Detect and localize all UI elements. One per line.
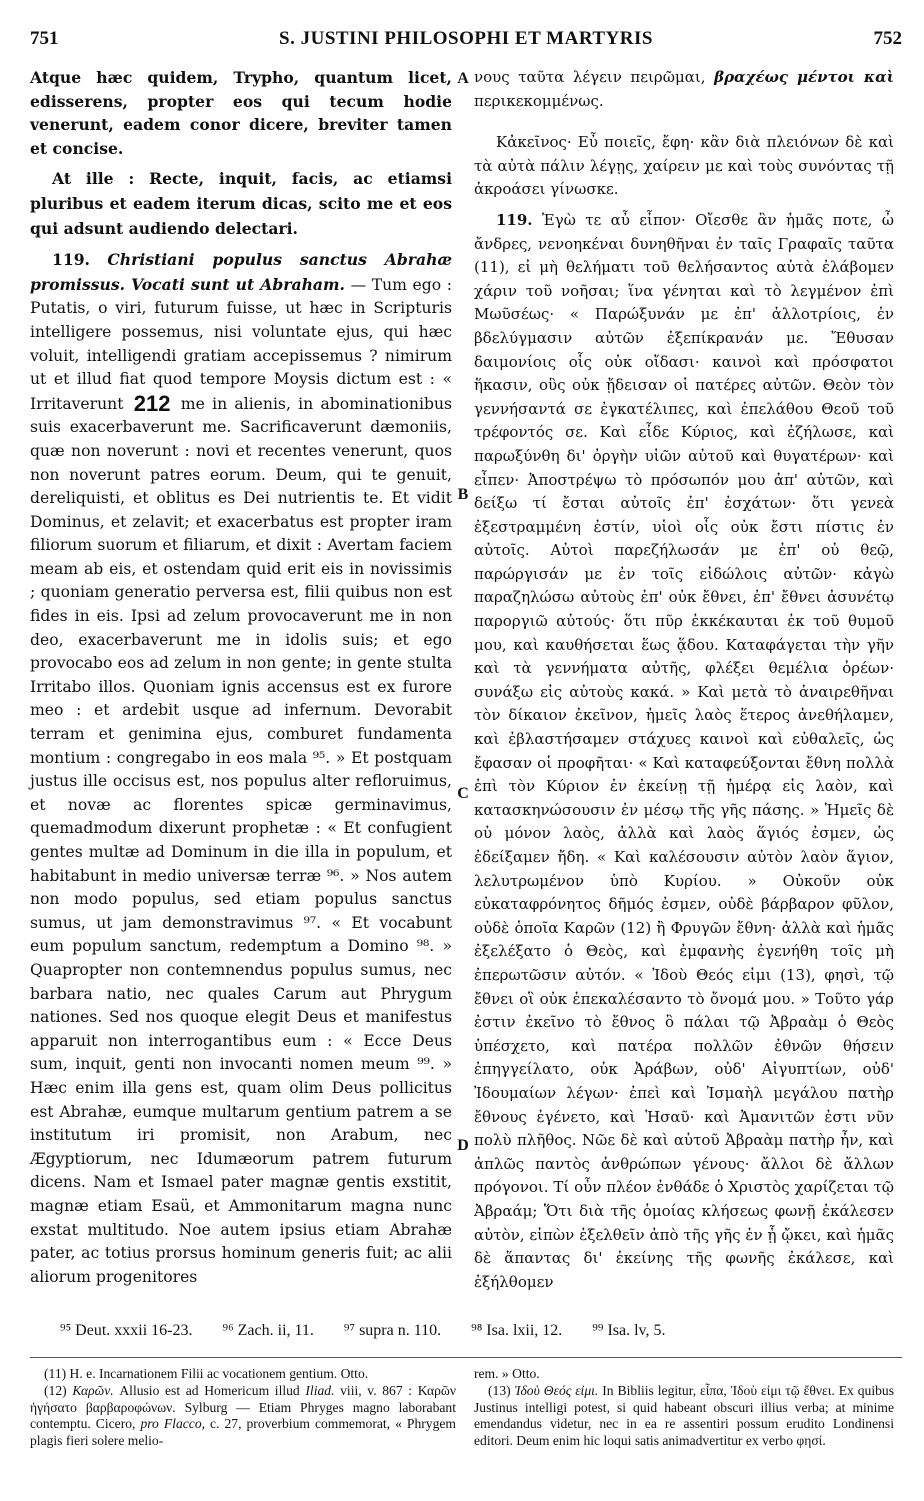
scripture-references [60, 1322, 864, 1340]
footnote-divider [30, 1357, 902, 1358]
latin-column [30, 66, 452, 1289]
margin-letter-c: C [457, 785, 469, 802]
footnotes-left-column [30, 1366, 456, 1450]
page-header [30, 28, 902, 62]
greek-paragraph-2: Κἀκεῖνος· Εὖ ποιεῖς, ἔφη· κἂν διὰ πλειόνων δὲ καὶ τὰ αὐτὰ πάλιν λέγῃς, χαίρειν με καὶ τοὺς συνόντας τῇ ἀκροάσει γίνωσκε. [474, 133, 894, 199]
footnote-12-text-b: viii, v. 867 : Καρῶν ἡγήσατο βαρβαροφώνων. Sylburg — Etiam Phryges magno laborabant contemptu. Cicero, [30, 1382, 457, 1432]
footnote-11: (11) H. e. Incarnationem Filii ac vocationem gentium. Otto. [44, 1366, 369, 1381]
margin-letter-b: B [457, 486, 469, 503]
footnote-12-continuation: rem. » Otto. [474, 1366, 540, 1381]
footnote-12-text-c: c. 27, proverbium commemorat, « Phrygem plagis fieri solere melio- [30, 1416, 457, 1449]
footnote-12-text-a: Allusio est ad Homericum illud [119, 1382, 300, 1398]
scripture-note-96: ⁹⁶ Zach. ii, 11. [222, 1322, 314, 1339]
latin-paragraph-1: Atque hæc quidem, Trypho, quantum licet, edisserens, propter eos qui tecum hodie venerunt, eadem conor dicere, breviter tamen et concise. [30, 68, 452, 158]
margin-letter-d: D [457, 1137, 469, 1154]
footnotes-right-column [474, 1366, 894, 1450]
footnote-13-text: In Bibliis legitur, εἶπα, Ἰδοὺ εἰμι τῷ ἔθνει. Ex quibus Justinus intelligi potest, si quid habeant obscuri illius verba; at minime emendandus videtur, nec in ea re assentiri possum erudito Londinensi editori. Deum enim hic loqui satis animadvertitur ex verbo φησί. [474, 1382, 894, 1449]
footnote-13 [474, 1383, 894, 1450]
scripture-note-99: ⁹⁹ Isa. lv, 5. [592, 1322, 666, 1339]
latin-text-after-column-number: me in alienis, in abominationibus suis exacerbaverunt me. Sacrificaverunt dæmoniis, quæ non noverunt : novi et recentes venerunt, quos non noverunt patres eorum. Deum, qui te genuit, dereliquisti, et oblitus es Dei nutrientis te. Et vidit Dominus, et zelavit; et exacerbatus est propter iram filiorum suorum et filiarum, et dixit : Avertam faciem meam ab eis, et ostendam quid erit eis in novissimis ; quoniam generatio perversa est, filii quibus non est fides in eis. Ipsi ad zelum provocaverunt me in non deo, exacerbaverunt me in idolis suis; et ego provocabo eos ad zelum in non gente; in gente stulta Irritabo illos. Quoniam ignis accensus est ex furore meo : et ardebit usque ad infernum. Devorabit terram et genimina ejus, comburet fundamenta montium : congregabo in eos mala ⁹⁵. » Et postquam justus ille occisus est, nos populus alter refloruimus, et novæ ac florentes spicæ germinavimus, quemadmodum dixerunt prophetæ : « Et confugient gentes multæ ad Dominum in die illa in populum, et habitabunt in medio universæ terræ ⁹⁶. » Nos autem non modo populus, sed etiam populus sanctus sumus, ut jam demonstravimus ⁹⁷. « Et vocabunt eum populum sanctum, redemptum a Domino ⁹⁸. » Quapropter non contemnendus populus sumus, nec barbara natio, nec quales Carum aut Phrygum nationes. Sed nos quoque elegit Deus et manifestus apparuit non interrogantibus eum : « Ecce Deus sum, inquit, genti non invocanti nomen meum ⁹⁹. » Hæc enim illa gens est, quam olim Deus pollicitus est Abrahæ, eumque multarum gentium patrem a se institutum iri promisit, non Arabum, nec Ægyptiorum, nec Idumæorum patrem futurum dicens. Nam et Ismael pater magnæ gentis exstitit, magnæ etiam Esaü, et Ammonitarum magna nunc exstat multitudo. Noe autem ipsius etiam Abrahæ pater, ac totius prorsus hominum generis fuit; ac alii aliorum progenitores [30, 394, 452, 1286]
latin-section-number: 119. [52, 250, 90, 270]
footnote-13-marker: (13) [488, 1382, 511, 1398]
margin-letter-a: A [457, 70, 469, 87]
latin-paragraph-2 [30, 167, 452, 241]
footnote-12-pro-flacco: pro Flacco, [140, 1416, 206, 1432]
greek-paragraph-1-start: νους ταῦτα λέγειν πειρῶμαι, [474, 68, 706, 86]
greek-paragraph-1-end: περικεκομμένως. [474, 91, 604, 110]
latin-section-title: Christiani populus sanctus Abrahæ promissus. Vocati sunt ut Abraham. [30, 250, 452, 294]
footnote-12-marker: (12) [44, 1382, 67, 1398]
greek-column [474, 66, 894, 1294]
scripture-note-98: ⁹⁸ Isa. lxii, 12. [471, 1322, 563, 1339]
scripture-note-95: ⁹⁵ Deut. xxxii 16-23. [60, 1322, 193, 1339]
latin-paragraph-3 [30, 248, 452, 1289]
latin-text-before-column-number: — Tum ego : Putatis, o viri, futurum fuisse, ut hæc in Scripturis intelligere possemus, nisi voluntate ejus, qui hæc voluit, intelligendi gratiam accepissemus ? nimirum ut et illud fiat quod tempore Moysis dictum est : « Irritaverunt [30, 275, 452, 413]
footnote-12-iliad: Iliad. [305, 1382, 335, 1398]
greek-paragraph-1-emphasis: βραχέως μέντοι καὶ [714, 68, 894, 86]
greek-paragraph-3 [474, 209, 894, 1294]
footnote-12-lemma: Καρῶν. [72, 1382, 114, 1398]
latin-paragraph-2-text: At ille : Recte, inquit, facis, ac etiamsi pluribus et eadem iterum dicas, scito me et eos qui adsunt audiendo delectari. [30, 169, 452, 238]
page-number-right: 752 [873, 28, 902, 49]
greek-section-number: 119. [496, 210, 533, 229]
column-number-marker: 212 [133, 390, 171, 416]
footnote-12 [30, 1383, 456, 1450]
page-number-left: 751 [30, 28, 59, 49]
greek-paragraph-3-text: Ἐγὼ τε αὖ εἶπον· Οἴεσθε ἂν ἡμᾶς ποτε, ὦ ἄνδρες, νενοηκέναι δυνηθῆναι ἐν ταῖς Γραφαῖς ταῦτα (11), εἰ μὴ θελήματι τοῦ θελήσαντος αὐτὰ ἐλάβομεν χάριν τοῦ νοῆσαι; ἵνα γένηται καὶ τὸ λεγμένον ἐπὶ Μωῦσέως· « Παρώξυνάν με ἐπ' ἀλλοτρίοις, ἐν βδελύγμασιν αὐτῶν ἐξεπίκρανάν με. Ἔθυσαν δαιμονίοις οἷς οὐκ οἴδασι· καινοὶ καὶ πρόσφατοι ἥκασιν, οὓς οὐκ ᾔδεισαν οἱ πατέρες αὐτῶν. Θεὸν τὸν γεννήσαντά σε ἐγκατέλιπες, καὶ ἐπελάθου Θεοῦ τοῦ τρέφοντός σε. Καὶ εἶδε Κύριος, καὶ ἐζήλωσε, καὶ παρωξύνθη δι' ὀργὴν υἱῶν αὐτοῦ καὶ θυγατέρων· καὶ εἶπεν· Ἀποστρέψω τὸ πρόσωπόν μου ἀπ' αὐτῶν, καὶ δείξω τί ἔσται αὐτοῖς ἐπ' ἐσχάτων· ὅτι γενεὰ ἐξεστραμμένη ἐστίν, υἱοὶ οἷς οὐκ ἔστι πίστις ἐν αὐτοῖς. Αὐτοὶ παρεζήλωσάν με ἐπ' οὐ θεῷ, παρώργισάν με ἐν τοῖς εἰδώλοις αὐτῶν· κἀγὼ παραζηλώσω αὐτοὺς ἐπ' οὐκ ἔθνει, ἐπ' ἔθνει ἀσυνέτῳ παροργιῶ αὐτούς· ὅτι πῦρ ἐκκέκαυται ἐκ τοῦ θυμοῦ μου, καὶ καυθήσεται ἕως ᾅδου. Καταφάγεται τὴν γῆν καὶ τὰ γεννήματα αὐτῆς, φλέξει θεμέλια ὀρέων· συνάξω εἰς αὐτοὺς κακά. » Καὶ μετὰ τὸ ἀναιρεθῆναι τὸν δίκαιον ἐκεῖνον, ἡμεῖς λαὸς ἕτερος ἀνεθήλαμεν, καὶ ἐβλαστήσαμεν στάχυες καινοὶ καὶ εὐθαλεῖς, ὡς ἔφασαν οἱ προφῆται· « Καὶ καταφεύξονται ἔθνη πολλὰ ἐπὶ τὸν Κύριον ἐν ἐκείνῃ τῇ ἡμέρᾳ εἰς λαὸν, καὶ κατασκηνώσουσιν ἐν μέσῳ τῆς γῆς πάσης. » Ἡμεῖς δὲ οὐ μόνον λαὸς, ἀλλὰ καὶ λαὸς ἅγιός ἐσμεν, ὡς ἐδείξαμεν ἤδη. « Καὶ καλέσουσιν αὐτὸν λαὸν ἅγιον, λελυτρωμένον ὑπὸ Κυρίου. » Οὐκοῦν οὐκ εὐκαταφρόνητος δῆμός ἐσμεν, οὐδὲ βάρβαρον φῦλον, οὐδὲ ὁποῖα Καρῶν (12) ἢ Φρυγῶν ἔθνη· ἀλλὰ καὶ ἡμᾶς ἐξελέξατο ὁ Θεὸς, καὶ ἐμφανὴς ἐγενήθη τοῖς μὴ ἐπερωτῶσιν αὐτόν. « Ἰδοὺ Θεός εἰμι (13), φησὶ, τῷ ἔθνει οἳ οὐκ ἐπεκαλέσαντο τὸ ὄνομά μου. » Τοῦτο γάρ ἐστιν ἐκεῖνο τὸ ἔθνος ὃ πάλαι τῷ Ἀβραὰμ ὁ Θεὸς ὑπέσχετο, καὶ πατέρα πολλῶν ἐθνῶν θήσειν ἐπηγγείλατο, οὐκ Ἀράβων, οὐδ' Αἰγυπτίων, οὐδ' Ἰδουμαίων λέγων· ἐπεὶ καὶ Ἰσμαὴλ μεγάλου πατὴρ ἔθνους ἐγένετο, καὶ Ἡσαῦ· καὶ Ἀμανιτῶν ἐστι νῦν πολὺ πλῆθος. Νῶε δὲ καὶ αὐτοῦ Ἀβραὰμ πατὴρ ἦν, καὶ ἁπλῶς παντὸς ἀνθρώπων γένους· ἄλλοι δὲ ἄλλων πρόγονοι. Τί οὖν πλέον ἐνθάδε ὁ Χριστὸς χαρίζεται τῷ Ἀβραάμ; Ὅτι διὰ τῆς ὁμοίας κλήσεως φωνῇ ἐκάλεσεν αὐτὸν, εἰπὼν ἐξελθεῖν ἀπὸ τῆς γῆς ἐν ᾗ ᾤκει, καὶ ἡμᾶς δὲ ἅπαντας δι' ἐκείνης τῆς φωνῆς ἐκάλεσε, καὶ ἐξήλθομεν [474, 210, 894, 1291]
footnote-13-lemma: Ἰδοὺ Θεός εἰμι. [514, 1382, 599, 1398]
scripture-note-97: ⁹⁷ supra n. 110. [343, 1322, 442, 1339]
greek-paragraph-1 [474, 66, 894, 113]
running-title: S. JUSTINI PHILOSOPHI ET MARTYRIS [279, 28, 653, 49]
